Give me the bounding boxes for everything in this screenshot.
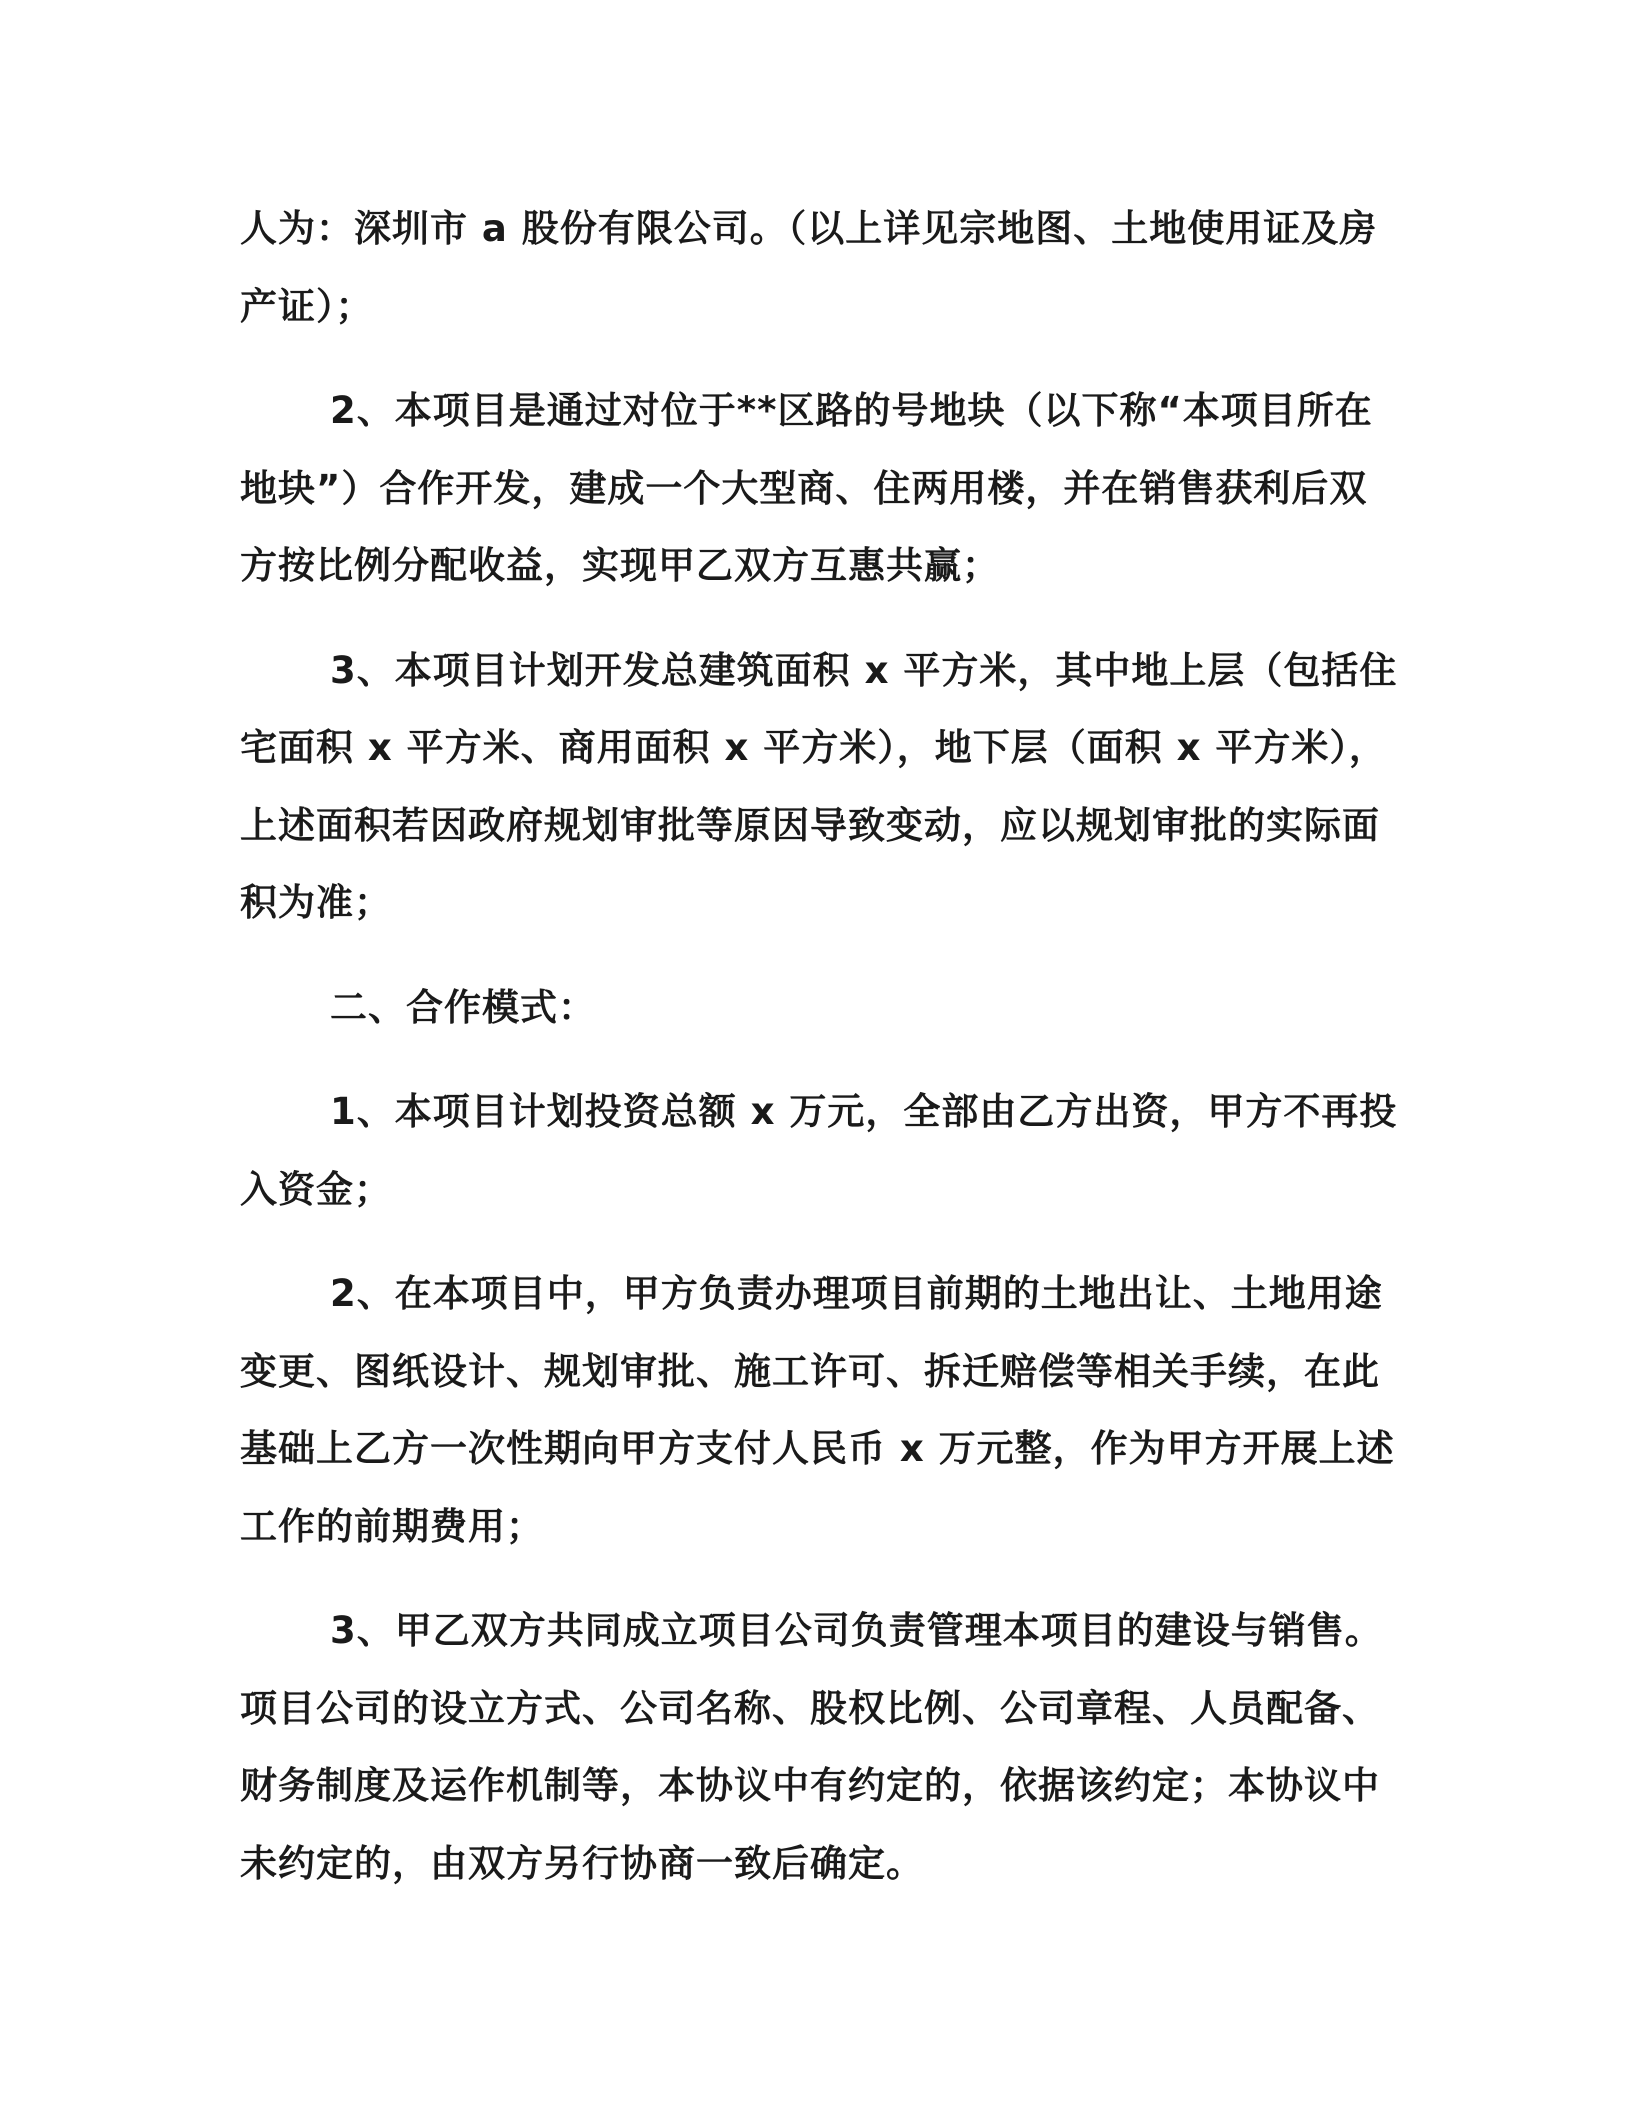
paragraph-mode-1-investment (240, 1073, 1398, 1228)
paragraph-gap (240, 942, 1372, 969)
text-line: 工作的前期费用； (240, 1504, 544, 1548)
section-heading-cooperation-mode (240, 969, 1372, 1047)
paragraph-item-3-area (240, 632, 1398, 942)
text-line: 3、本项目计划开发总建筑面积 x 平方米，其中地上层（包括住 (330, 648, 1398, 692)
paragraph-gap (240, 1228, 1372, 1255)
paragraph-gap (240, 345, 1372, 372)
text-line: 项目公司的设立方式、公司名称、股权比例、公司章程、人员配备、 (240, 1686, 1380, 1730)
paragraph-item-2-project (240, 372, 1372, 605)
text-line: 变更、图纸设计、规划审批、施工许可、拆迁赔偿等相关手续，在此 (240, 1349, 1380, 1393)
text-line: 地块”）合作开发，建成一个大型商、住两用楼，并在销售获利后双 (240, 466, 1368, 510)
section-heading: 二、合作模式： (330, 985, 596, 1029)
text-line: 产证）； (240, 284, 374, 328)
paragraph-mode-3-project-company (240, 1592, 1383, 1902)
text-line: 入资金； (240, 1167, 392, 1211)
text-line: 2、本项目是通过对位于**区路的号地块（以下称“本项目所在 (330, 389, 1373, 432)
text-line: 2、在本项目中，甲方负责办理项目前期的土地出让、土地用途 (330, 1272, 1383, 1315)
text-line: 积为准； (240, 881, 392, 924)
paragraph-land-owner (240, 190, 1378, 345)
paragraph-gap (240, 1046, 1372, 1073)
text-line: 基础上乙方一次性期向甲方支付人民币 x 万元整，作为甲方开展上述 (240, 1427, 1395, 1470)
text-line: 宅面积 x 平方米、商用面积 x 平方米），地下层（面积 x 平方米）， (240, 726, 1387, 769)
text-line: 未约定的，由双方另行协商一致后确定。 (240, 1841, 924, 1885)
text-line: 财务制度及运作机制等，本协议中有约定的，依据该约定；本协议中 (240, 1764, 1380, 1807)
text-line: 3、甲乙双方共同成立项目公司负责管理本项目的建设与销售。 (330, 1609, 1383, 1652)
paragraph-gap (240, 605, 1372, 632)
document-body (240, 190, 1398, 1902)
text-line: 方按比例分配收益，实现甲乙双方互惠共赢； (240, 544, 1000, 587)
paragraph-mode-2-procedures (240, 1255, 1395, 1565)
text-line: 上述面积若因政府规划审批等原因导致变动，应以规划审批的实际面 (240, 803, 1380, 847)
text-line: 人为：深圳市 a 股份有限公司。（以上详见宗地图、土地使用证及房 (240, 207, 1378, 250)
text-line: 1、本项目计划投资总额 x 万元，全部由乙方出资，甲方不再投 (330, 1090, 1398, 1133)
paragraph-gap (240, 1565, 1372, 1592)
